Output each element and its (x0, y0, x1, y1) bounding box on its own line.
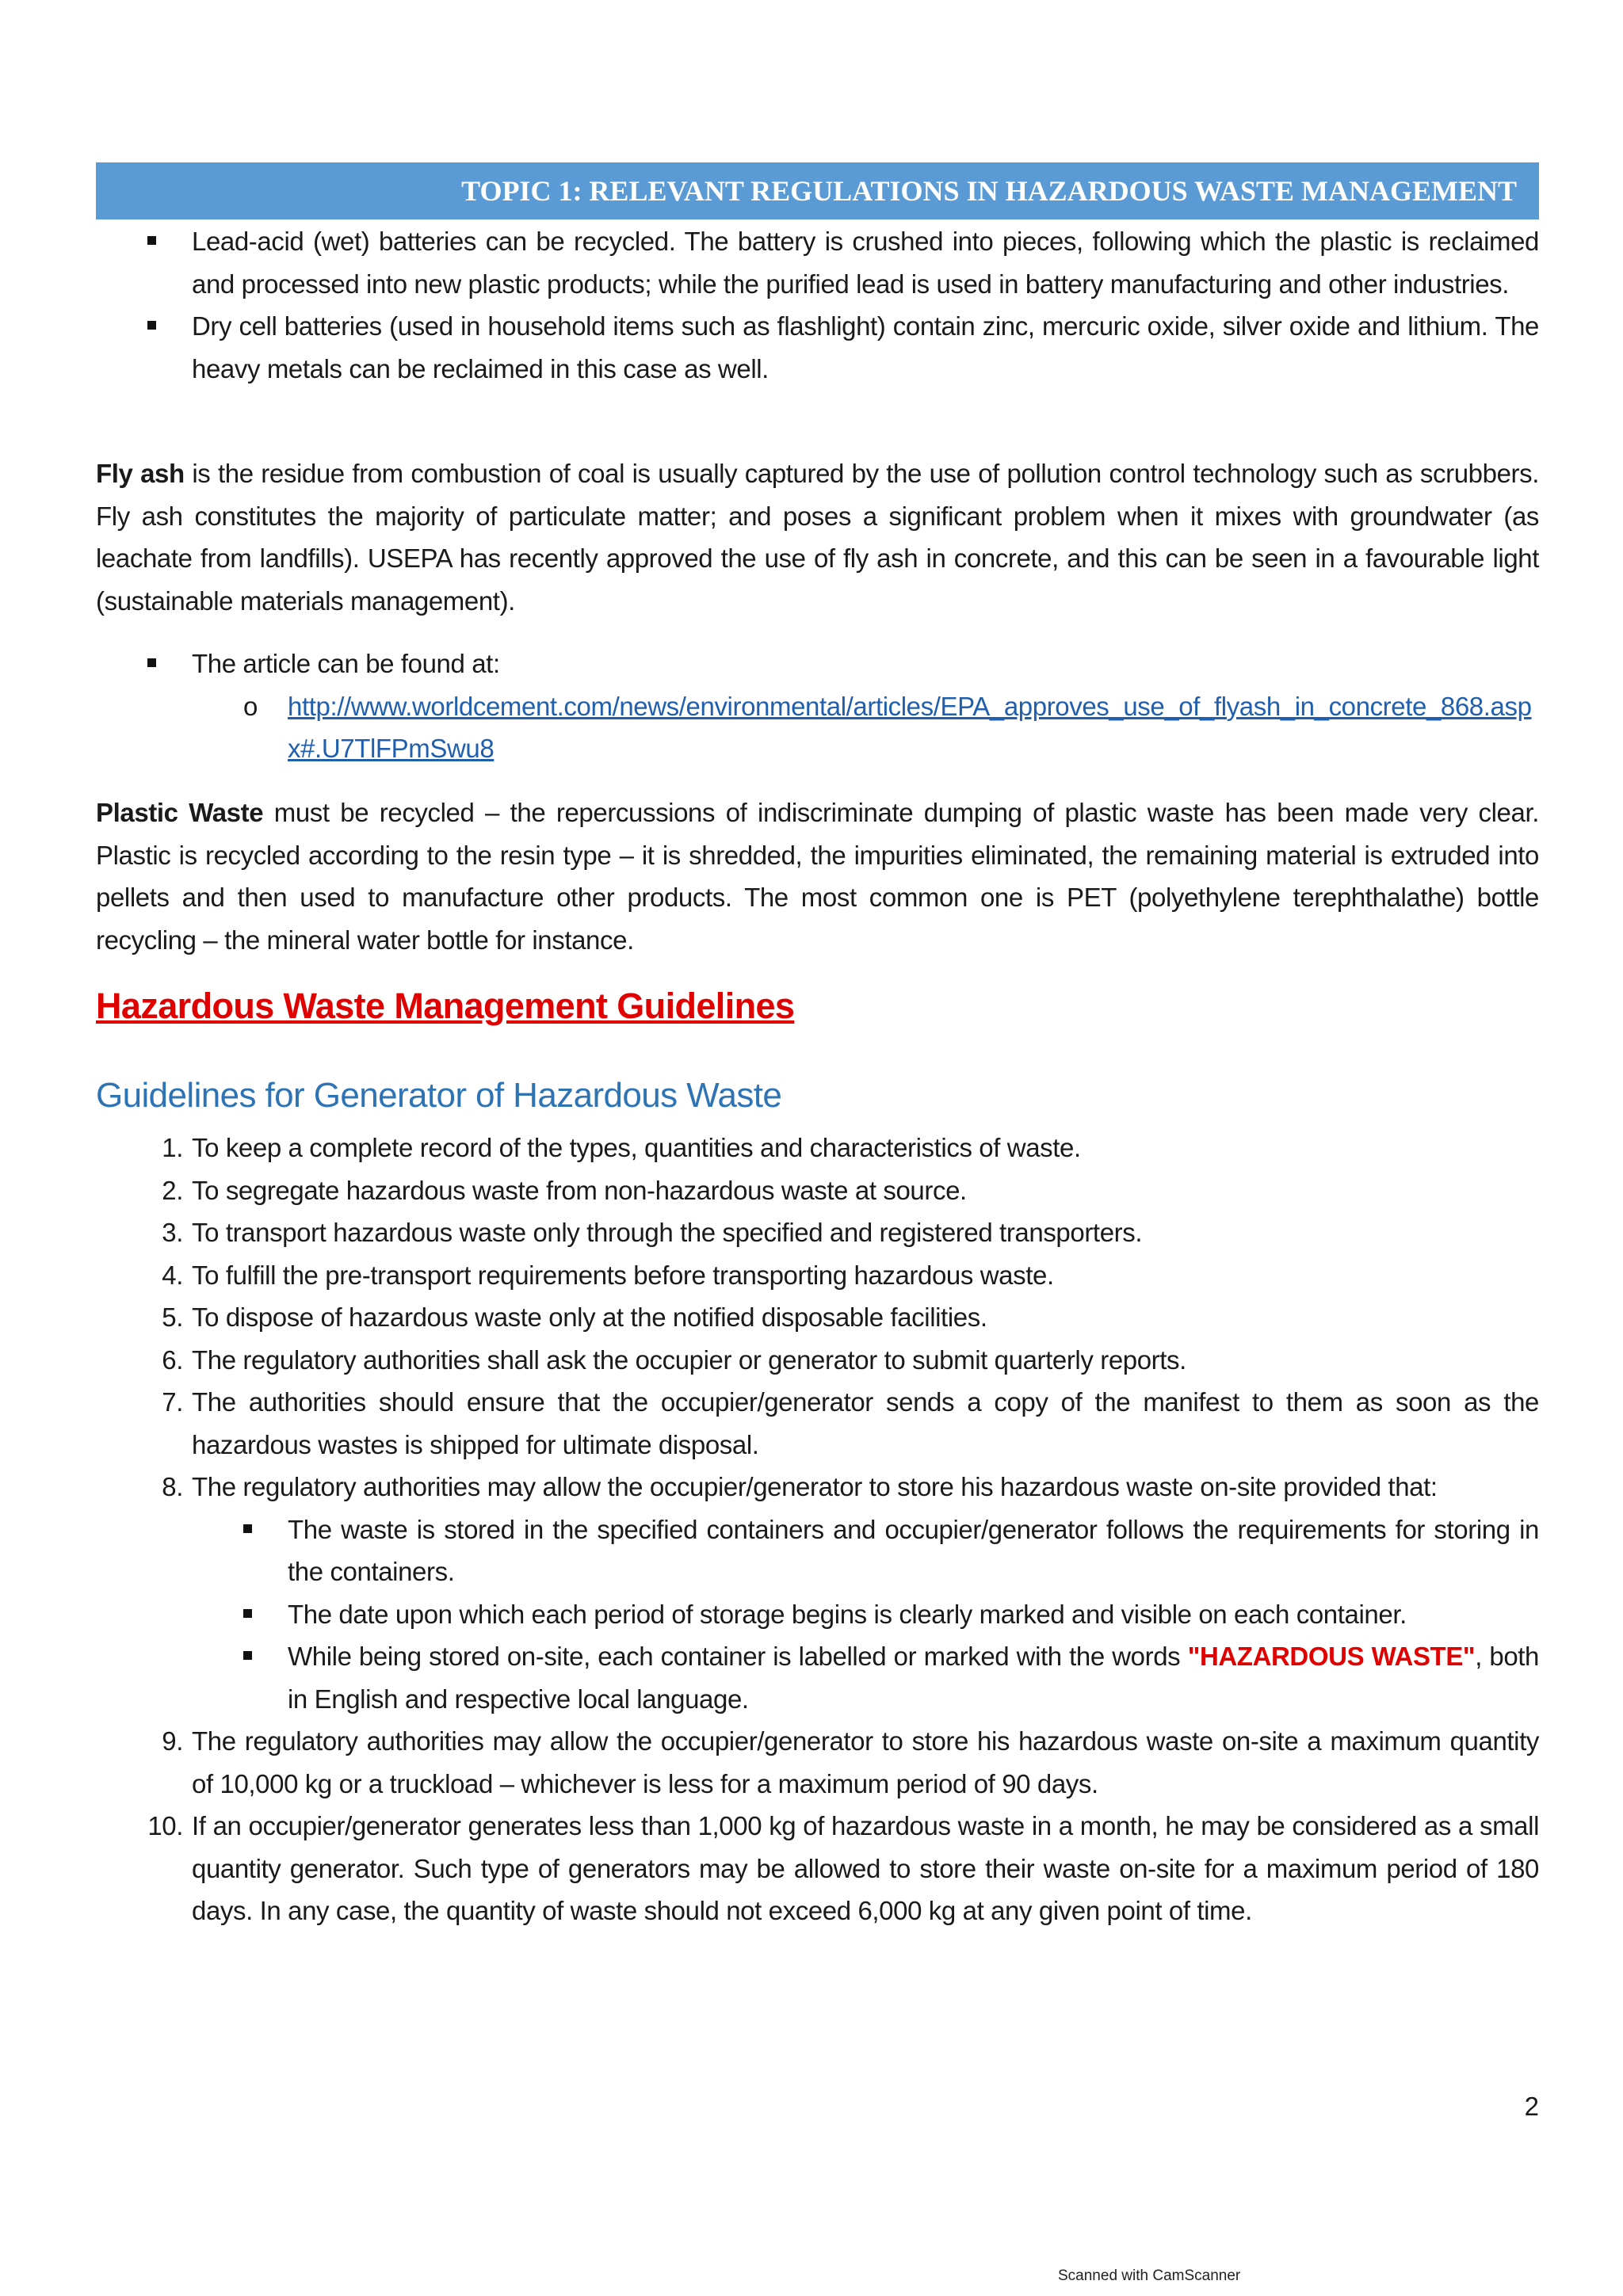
page-number: 2 (1524, 2092, 1539, 2121)
guidelines-list (96, 1127, 1539, 1932)
list-item: Lead-acid (wet) batteries can be recycled. The battery is crushed into pieces, following which the plastic is reclaimed and processed into new plastic products; while the purified lead is used in battery manufacturing and other industries. (96, 220, 1539, 305)
plastic-waste-term: Plastic Waste (96, 798, 264, 827)
list-item: 10. If an occupier/generator generates less than 1,000 kg of hazardous waste in a month, he may be considered as a small quantity generator. Such type of generators may be allowed to store their waste on-site for a maximum period of 180 days. In any case, the quantity of waste should not exceed 6,000 kg at any given point of time. (147, 1811, 1539, 1925)
storage-conditions (96, 1508, 1539, 1721)
topic-banner: TOPIC 1: RELEVANT REGULATIONS IN HAZARDOUS WASTE MANAGEMENT (96, 162, 1539, 219)
hazardous-waste-label: "HAZARDOUS WASTE" (1187, 1642, 1476, 1671)
list-item: The date upon which each period of storage begins is clearly marked and visible on each container. (96, 1593, 1539, 1636)
main-heading: Hazardous Waste Management Guidelines (96, 986, 795, 1026)
article-link-item (96, 685, 1539, 770)
circle-bullet-icon: o (243, 691, 258, 721)
plastic-waste-text: must be recycled – the repercussions of indiscriminate dumping of plastic waste has been made very clear. Plastic is recycled according to the resin type – it is shredded, the impurities eliminated, the remaining material is extruded into pellets and then used to manufacture other products. The most common one is PET (polyethylene terephthalathe) bottle recycling – the mineral water bottle for instance. (96, 798, 1539, 955)
list-item: 3. To transport hazardous waste only through the specified and registered transporters. (162, 1218, 1143, 1247)
plastic-waste-paragraph (96, 791, 1539, 961)
list-item: 9. The regulatory authorities may allow the occupier/generator to store his hazardous waste on-site a maximum quantity of 10,000 kg or a truckload – whichever is less for a maximum period of 90 days. (162, 1726, 1539, 1798)
list-item: 2. To segregate hazardous waste from non-hazardous waste at source. (162, 1175, 967, 1205)
list-item: While being stored on-site, each container is labelled or marked with the words "HAZARDOUS WASTE", both in English and respective local language. (96, 1635, 1539, 1720)
camscanner-footer: Scanned with CamScanner (1058, 2267, 1241, 2284)
fly-ash-paragraph (96, 452, 1539, 622)
list-item: 8. The regulatory authorities may allow the occupier/generator to store his hazardous waste on-site provided that: (162, 1472, 1438, 1501)
list-item: 5. To dispose of hazardous waste only at the notified disposable facilities. (162, 1302, 987, 1332)
list-item: 7. The authorities should ensure that the occupier/generator sends a copy of the manifest to them as soon as the hazardous wastes is shipped for ultimate disposal. (162, 1387, 1539, 1459)
article-link[interactable]: http://www.worldcement.com/news/environmental/articles/EPA_approves_use_of_flyash_in_concrete_868.aspx#.U7TlFPmSwu8 (288, 691, 1532, 763)
list-item: The waste is stored in the specified containers and occupier/generator follows the requirements for storing in the containers. (96, 1508, 1539, 1593)
sub-heading: Guidelines for Generator of Hazardous Waste (96, 1076, 782, 1115)
list-item: 4. To fulfill the pre-transport requirements before transporting hazardous waste. (162, 1260, 1054, 1290)
battery-bullets (96, 220, 1539, 390)
fly-ash-term: Fly ash (96, 459, 185, 488)
article-section (96, 643, 1539, 770)
fly-ash-text: is the residue from combustion of coal is usually captured by the use of pollution control technology such as scrubbers. Fly ash constitutes the majority of particulate matter; and poses a significant problem when it mixes with groundwater (as leachate from landfills). USEPA has recently approved the use of fly ash in concrete, and this can be seen in a favourable light (sustainable materials management). (96, 459, 1539, 616)
article-label: The article can be found at: (96, 643, 1539, 685)
list-item: 6. The regulatory authorities shall ask the occupier or generator to submit quarterly reports. (162, 1344, 1186, 1375)
list-item: 1. To keep a complete record of the types, quantities and characteristics of waste. (162, 1133, 1081, 1162)
list-item: Dry cell batteries (used in household items such as flashlight) contain zinc, mercuric oxide, silver oxide and lithium. The heavy metals can be reclaimed in this case as well. (96, 305, 1539, 390)
